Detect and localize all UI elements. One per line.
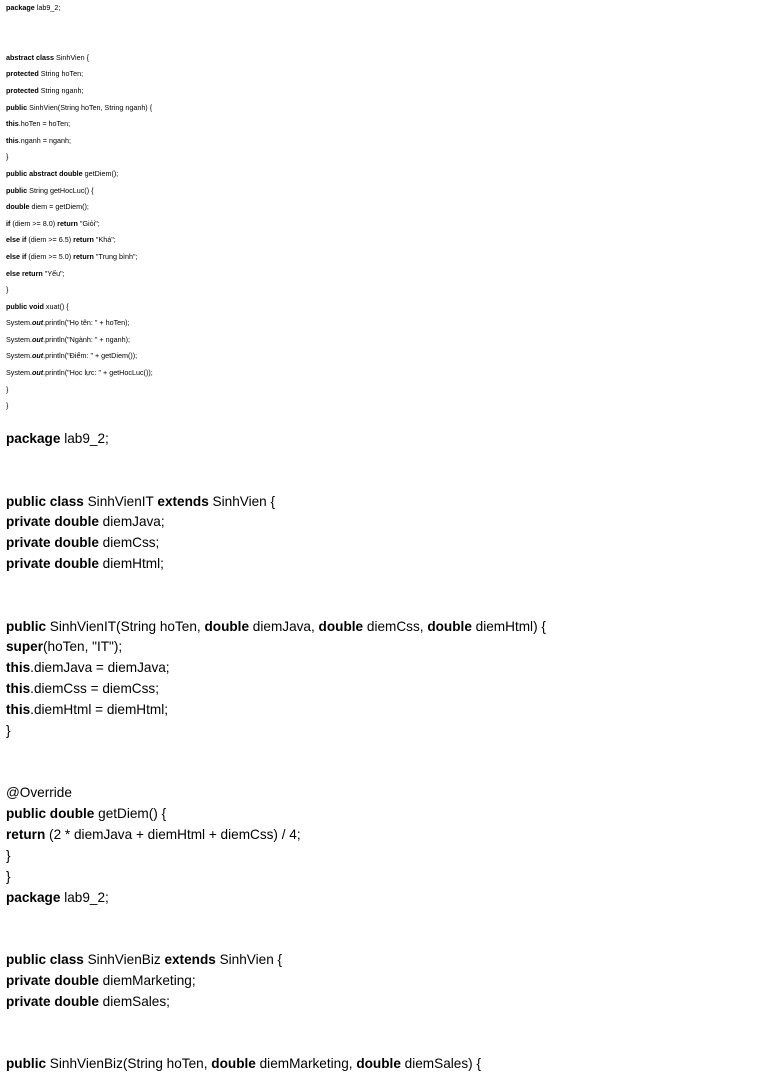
code-line <box>6 398 746 415</box>
code-line <box>6 149 746 166</box>
code-keyword: double <box>6 202 30 212</box>
code-keyword: public double <box>6 806 95 822</box>
code-line <box>6 365 746 382</box>
code-block-sinhvien <box>6 0 746 415</box>
code-keyword: public abstract double <box>6 168 83 178</box>
code-line <box>6 929 766 950</box>
code-text: lab9_2; <box>34 3 61 12</box>
code-keyword: public class <box>6 493 84 509</box>
code-text: } <box>6 722 11 738</box>
code-text: .diemHtml = diemHtml; <box>30 701 169 717</box>
code-keyword: abstract class <box>6 52 54 62</box>
code-line <box>6 888 766 909</box>
code-text: } <box>6 384 9 394</box>
code-text: diemCss; <box>98 535 160 551</box>
code-line <box>6 83 746 100</box>
code-keyword: else return <box>6 268 43 278</box>
code-text: } <box>6 868 11 884</box>
code-keyword: this <box>6 119 19 129</box>
code-keyword: this <box>6 681 31 697</box>
code-line <box>6 742 766 763</box>
code-text: diemJava, <box>249 618 319 634</box>
code-text: diemHtml) { <box>471 618 546 634</box>
code-line <box>6 908 766 929</box>
code-line <box>6 721 766 742</box>
code-line <box>6 199 746 216</box>
code-keyword: public class <box>6 952 84 968</box>
code-line <box>6 1054 766 1075</box>
code-text: diemMarketing, <box>255 1056 357 1072</box>
code-text: SinhVienBiz(String hoTen, <box>46 1056 212 1072</box>
code-line <box>6 183 746 200</box>
code-line <box>6 66 746 83</box>
code-text: } <box>6 401 9 411</box>
code-line <box>6 575 766 596</box>
code-text: System. <box>6 334 32 344</box>
code-keyword: this <box>6 660 31 676</box>
code-text: String nganh; <box>38 85 84 95</box>
code-text: getDiem() { <box>94 806 167 822</box>
code-text: "Yếu"; <box>42 268 65 278</box>
code-line <box>6 232 746 249</box>
code-keyword: private double <box>6 972 99 988</box>
code-line <box>6 617 766 638</box>
code-keyword: this <box>6 701 31 717</box>
code-keyword: protected <box>6 85 39 95</box>
code-line <box>6 382 746 399</box>
code-text: (diem >= 5.0) <box>26 251 74 261</box>
code-text: xuat() { <box>43 301 69 311</box>
code-block-subclasses <box>6 429 766 1075</box>
code-line <box>6 763 766 784</box>
code-line <box>6 1013 766 1034</box>
code-line <box>6 783 766 804</box>
code-line <box>6 554 766 575</box>
code-text: .println("Ngành: " + nganh); <box>43 334 130 344</box>
code-text: diemHtml; <box>98 556 164 572</box>
code-keyword: public void <box>6 301 44 311</box>
code-text: @Override <box>6 785 72 801</box>
code-text: (diem >= 6.5) <box>26 235 74 245</box>
code-keyword: return <box>73 251 94 261</box>
code-text: "Khá"; <box>93 235 116 245</box>
code-text: out <box>31 351 44 361</box>
code-keyword: double <box>427 618 472 634</box>
code-text: diem = getDiem(); <box>29 202 89 212</box>
code-line <box>6 846 766 867</box>
code-text: diemCss, <box>363 618 428 634</box>
code-text: out <box>31 368 44 378</box>
code-keyword: else if <box>6 251 27 261</box>
code-text: diemJava; <box>98 514 165 530</box>
code-text: SinhVienIT <box>83 493 158 509</box>
code-keyword: public <box>6 102 28 112</box>
code-text: } <box>6 152 9 162</box>
code-line <box>6 249 746 266</box>
code-text: .println("Điểm: " + getDiem()); <box>43 351 138 361</box>
code-line <box>6 450 766 471</box>
code-text: .diemJava = diemJava; <box>30 660 170 676</box>
code-line <box>6 471 766 492</box>
code-text: .println("Học lực: " + getHocLuc()); <box>43 368 153 378</box>
code-line <box>6 33 746 50</box>
code-line <box>6 867 766 888</box>
code-text: diemSales) { <box>400 1056 481 1072</box>
code-keyword: return <box>73 235 94 245</box>
code-line <box>6 637 766 658</box>
code-text: diemMarketing; <box>98 972 196 988</box>
code-text: (2 * diemJava + diemHtml + diemCss) / 4; <box>45 827 301 843</box>
code-keyword: private double <box>6 556 99 572</box>
code-text: .nganh = nganh; <box>18 135 71 145</box>
code-text: lab9_2; <box>60 889 109 905</box>
code-keyword: public <box>6 185 28 195</box>
code-keyword: public <box>6 618 47 634</box>
code-line <box>6 658 766 679</box>
code-line <box>6 1033 766 1054</box>
code-keyword: protected <box>6 69 39 79</box>
code-keyword: double <box>211 1056 256 1072</box>
code-text: System. <box>6 351 32 361</box>
code-line <box>6 133 746 150</box>
code-line <box>6 166 746 183</box>
code-text: diemSales; <box>98 993 170 1009</box>
code-keyword: private double <box>6 993 99 1009</box>
code-line <box>6 992 766 1013</box>
code-text: } <box>6 847 11 863</box>
code-line <box>6 348 746 365</box>
code-line <box>6 950 766 971</box>
code-text: SinhVien { <box>53 52 89 62</box>
code-keyword: double <box>204 618 250 634</box>
code-keyword: double <box>318 618 364 634</box>
code-text: getDiem(); <box>82 168 119 178</box>
code-text: "Giỏi"; <box>77 218 100 228</box>
code-text: .hoTen = hoTen; <box>18 119 71 129</box>
code-text: out <box>31 334 44 344</box>
code-text: String getHocLuc() { <box>27 185 94 195</box>
code-keyword: this <box>6 135 19 145</box>
code-line <box>6 700 766 721</box>
code-line <box>6 429 766 450</box>
code-text: SinhVienIT(String hoTen, <box>46 618 205 634</box>
code-line <box>6 266 746 283</box>
code-line <box>6 332 746 349</box>
code-line <box>6 0 746 17</box>
code-keyword: super <box>6 639 44 655</box>
code-line <box>6 216 746 233</box>
code-keyword: private double <box>6 514 99 530</box>
code-text: (hoTen, "IT"); <box>43 639 123 655</box>
code-line <box>6 116 746 133</box>
code-text: System. <box>6 368 32 378</box>
code-text: (diem >= 8.0) <box>10 218 58 228</box>
code-text: out <box>31 318 44 328</box>
code-line <box>6 804 766 825</box>
code-text: SinhVien { <box>208 493 276 509</box>
code-text: String hoTen; <box>38 69 84 79</box>
code-line <box>6 492 766 513</box>
code-line <box>6 282 746 299</box>
code-line <box>6 17 746 34</box>
code-text: } <box>6 285 9 295</box>
code-text: System. <box>6 318 32 328</box>
code-keyword: else if <box>6 235 27 245</box>
code-keyword: private double <box>6 535 99 551</box>
code-keyword: return <box>6 827 46 843</box>
code-line <box>6 533 766 554</box>
code-line <box>6 679 766 700</box>
code-text: SinhVien(String hoTen, String nganh) { <box>27 102 153 112</box>
code-keyword: extends <box>157 493 209 509</box>
code-text: lab9_2; <box>60 431 109 446</box>
code-text: SinhVien { <box>215 952 283 968</box>
code-keyword: package <box>6 431 61 446</box>
code-keyword: package <box>6 3 35 12</box>
code-keyword: extends <box>164 952 216 968</box>
code-text: SinhVienBiz <box>83 952 165 968</box>
code-line <box>6 825 766 846</box>
code-line <box>6 50 746 67</box>
code-keyword: return <box>57 218 78 228</box>
code-keyword: if <box>6 218 11 228</box>
code-line <box>6 100 746 117</box>
code-keyword: package <box>6 889 61 905</box>
code-text: .println("Họ tên: " + hoTen); <box>43 318 130 328</box>
code-line <box>6 299 746 316</box>
code-line <box>6 315 746 332</box>
code-keyword: double <box>356 1056 401 1072</box>
code-keyword: public <box>6 1056 47 1072</box>
code-line <box>6 596 766 617</box>
code-line <box>6 512 766 533</box>
code-line <box>6 971 766 992</box>
code-text: "Trung bình"; <box>93 251 138 261</box>
code-text: .diemCss = diemCss; <box>30 681 159 697</box>
